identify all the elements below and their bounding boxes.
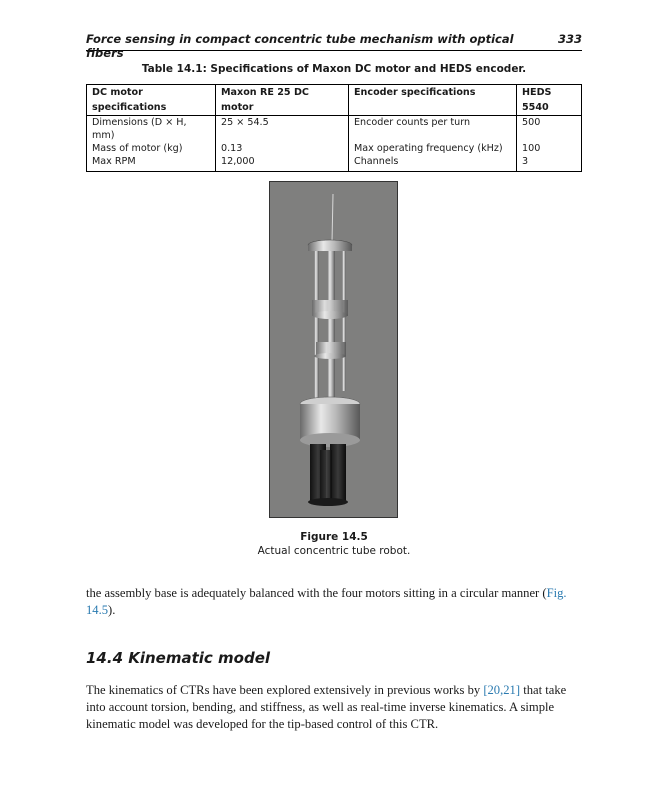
specifications-table <box>86 84 582 172</box>
running-title: Force sensing in compact concentric tube mechanism with optical fibers <box>86 32 514 60</box>
paragraph-text: ). <box>108 603 116 617</box>
paragraph-text: that take into account torsion, bending, and stiffness, as well as real-time inverse kinematics. A simple kinematic model was developed for the tip-based control of this CTR. <box>86 683 567 731</box>
table-cell: Mass of motor (kg) <box>87 142 216 155</box>
table-header-cell: DC motor specifications <box>87 85 216 116</box>
table-row <box>87 155 582 172</box>
robot-photo <box>269 181 398 518</box>
table-cell: 12,000 <box>216 155 349 172</box>
table-header-row <box>87 85 582 116</box>
table-row <box>87 142 582 155</box>
paragraph-text: the assembly base is adequately balanced with the four motors sitting in a circular manner ( <box>86 586 547 600</box>
table-header-cell: Encoder specifications <box>349 85 517 116</box>
table-cell: Dimensions (D × H, mm) <box>87 116 216 143</box>
table-cell: Max RPM <box>87 155 216 172</box>
table-cell: 100 <box>517 142 582 155</box>
body-paragraph <box>86 682 582 733</box>
table-row <box>87 116 582 143</box>
body-paragraph <box>86 585 582 619</box>
table-cell: Max operating frequency (kHz) <box>349 142 517 155</box>
table-header-cell: HEDS 5540 <box>517 85 582 116</box>
table-cell: 3 <box>517 155 582 172</box>
figure-label: Figure 14.5 <box>300 531 368 543</box>
paragraph-text: The kinematics of CTRs have been explored extensively in previous works by <box>86 683 484 697</box>
page-number: 333 <box>557 32 582 46</box>
concentric-tube-robot-illustration <box>270 182 397 517</box>
table-cell: 500 <box>517 116 582 143</box>
table-cell: Encoder counts per turn <box>349 116 517 143</box>
table-caption: Table 14.1: Specifications of Maxon DC motor and HEDS encoder. <box>141 63 527 75</box>
table-cell: 0.13 <box>216 142 349 155</box>
figure-reference-link[interactable]: Fig. 14.5 <box>86 586 567 617</box>
figure-description: Actual concentric tube robot. <box>257 545 411 557</box>
table-header-cell: Maxon RE 25 DC motor <box>216 85 349 116</box>
section-heading: 14.4 Kinematic model <box>86 649 271 667</box>
running-header <box>86 30 582 60</box>
table-cell: 25 × 54.5 <box>216 116 349 143</box>
table-cell: Channels <box>349 155 517 172</box>
citation-link[interactable]: [20,21] <box>483 683 521 697</box>
